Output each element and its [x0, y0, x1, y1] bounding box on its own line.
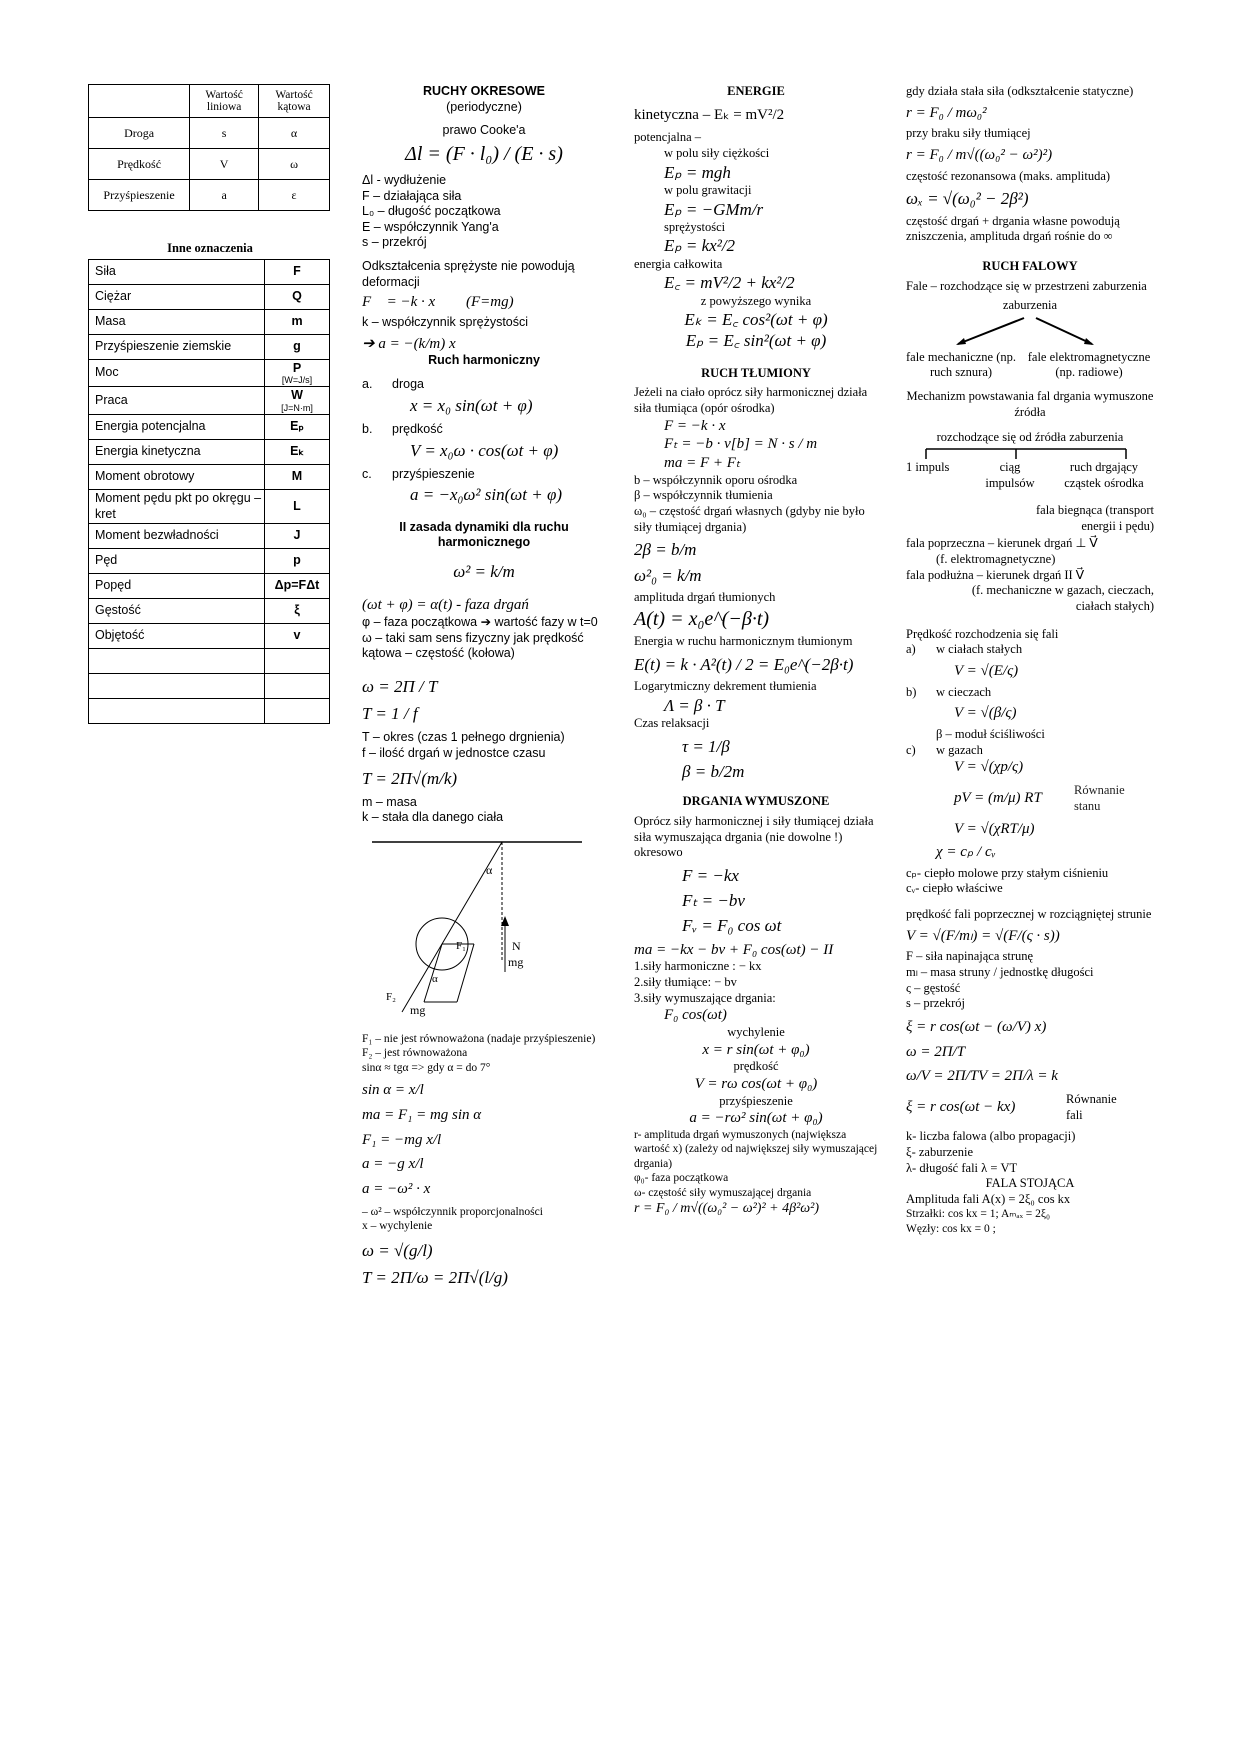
symbol-value	[265, 259, 330, 284]
string-definition: mₗ – masa struny / jednostkę długości	[906, 964, 1094, 979]
pendulum-equation: a = −g x/l	[362, 1156, 424, 1173]
symbol-name	[89, 649, 265, 674]
log-decrement-eq: Λ = β · T	[664, 695, 725, 715]
table-row	[89, 334, 330, 359]
wave-tree-arrows	[906, 314, 1154, 350]
symbol-name: Moment bezwładności	[89, 524, 265, 549]
column-periodic-motion	[362, 84, 606, 1294]
gas-eq-2: V = √(χRT/μ)	[954, 821, 1035, 838]
displacement-eq: x = r sin(ωt + φ₀)	[702, 1041, 810, 1058]
symbol-name: Energia kinetyczna	[89, 439, 265, 464]
table-row	[89, 284, 330, 309]
heat-definition: cₚ- ciepło molowe przy stałym ciśnieniu	[906, 865, 1109, 880]
total-energy-equation: E꜀ = mV²/2 + kx²/2	[664, 273, 795, 293]
damped-friction-eq: Fₜ = −b · v[b] = N · s / m	[664, 436, 818, 453]
item-name: droga	[392, 377, 424, 391]
column-energies	[634, 84, 878, 1217]
item-name: przyśpieszenie	[392, 466, 475, 481]
wave-kinds	[906, 460, 1154, 491]
table-row	[89, 574, 330, 599]
wave-intro: Fale – rozchodzące się w przestrzeni zaburzenia	[906, 278, 1147, 293]
standing-wave-title: FALA STOJĄCA	[985, 1176, 1075, 1191]
em-waves: fale elektromagnetyczne (np. radiowe)	[1027, 349, 1151, 380]
velocity-eq: V = rω cos(ωt + φ₀)	[694, 1075, 818, 1092]
spring-label: sprężystości	[664, 219, 726, 234]
pendulum-note: sinα ≈ tgα => gdy α = do 7°	[362, 1061, 491, 1074]
wave-title: RUCH FALOWY	[982, 258, 1078, 273]
symbol: v	[293, 628, 301, 643]
gravity-equation: Eₚ = mgh	[664, 162, 731, 182]
arrow-right	[1036, 318, 1092, 344]
symbol-name	[89, 674, 265, 699]
symbol-value	[265, 464, 330, 489]
amplitude-definition: ω- częstość siły wymuszającej drgania	[634, 1186, 812, 1199]
kinds-bracket	[906, 446, 1154, 460]
wave-eq-row	[906, 1092, 1154, 1123]
period-definition: f – ilość drgań w jednostce czasu	[362, 745, 546, 760]
phase-definition: φ – faza początkowa ➔ wartość fazy w t=0	[362, 614, 598, 629]
symbol-value	[265, 284, 330, 309]
beta-eq: β = b/2m	[682, 762, 745, 781]
wavelength-eq: λ- długość fali λ = VT	[906, 1160, 1018, 1175]
string-speed-eq: V = √(F/mₗ) = √(F/(ς · s))	[906, 927, 1060, 944]
symbols-table	[88, 259, 330, 725]
symbol-name: Siła	[89, 259, 265, 284]
symbol: J	[293, 528, 301, 543]
kind-impulse: 1 impuls	[906, 459, 950, 474]
forced-title: DRGANIA WYMUSZONE	[682, 794, 830, 809]
symbol: W	[291, 388, 303, 403]
speed-item	[906, 685, 1154, 701]
pendulum-diagram	[362, 832, 592, 1032]
definition: s – przekrój	[362, 235, 427, 250]
damped-title: RUCH TŁUMIONY	[701, 365, 811, 380]
kinetic-energy: kinetyczna – Eₖ = mV²/2	[634, 106, 785, 123]
header-blank	[89, 85, 190, 118]
amplitude-label: amplituda drgań tłumionych	[634, 589, 776, 604]
pendulum-definition: – ω² – współczynnik proporcjonalności	[362, 1205, 543, 1218]
displacement-label: wychylenie	[727, 1024, 785, 1039]
antinodes: Strzałki: cos kx = 1; Aₘₐₓ = 2ξ₀	[906, 1208, 1051, 1221]
mass-definition: m – masa	[362, 794, 417, 809]
symbol-value	[265, 359, 330, 387]
resonance-eq: ωₓ = √(ω₀² − 2β²)	[906, 189, 1029, 209]
symbol: Δp=FΔt	[274, 578, 320, 593]
symbol: Q	[292, 288, 302, 303]
wave-eq: ξ = r cos(ωt − (ω/V) x)	[906, 1018, 1047, 1035]
elastic-note: Odkształcenia sprężyste nie powodują deformacji	[362, 259, 575, 289]
table-row	[89, 524, 330, 549]
forced-equation: Fₜ = −bv	[682, 891, 745, 910]
table-row	[89, 359, 330, 387]
wave-definition: ξ- zaburzenie	[906, 1144, 973, 1159]
phase-equation: (ωt + φ) = α(t) - faza drgań	[362, 597, 529, 614]
symbol: Eₖ	[290, 444, 304, 459]
force-item: 2.siły tłumiące: − bv	[634, 974, 737, 989]
symbol-value	[265, 574, 330, 599]
definition: E – współczynnik Yang'a	[362, 219, 499, 234]
damped-intro: Jeżeli na ciało oprócz siły harmonicznej działa siła tłumiąca (opór ośrodka)	[634, 385, 868, 415]
amplitude-definition: r- amplituda drgań wymuszonych (największa wartość x) (zależy od największej siły wymuszającej drgania)	[634, 1129, 878, 1170]
table-row	[89, 259, 330, 284]
symbol-value	[265, 699, 330, 724]
symbol-value	[265, 549, 330, 574]
running-wave: fala biegnąca (transport energii i pędu)	[1036, 503, 1154, 533]
force-item: 3.siły wymuszające drgania:	[634, 990, 776, 1005]
speed-items	[906, 642, 1154, 723]
string-definition: ς – gęstość	[906, 980, 961, 995]
symbols-table-title: Inne oznaczenia	[167, 241, 253, 255]
symbol: p	[293, 553, 301, 568]
quantities-table	[88, 84, 330, 211]
wave-definition: k- liczba falowa (albo propagacji)	[906, 1129, 1076, 1144]
table-row: Prędkość V ω	[89, 149, 330, 180]
string-definition: F – siła napinająca strunę	[906, 949, 1034, 964]
heat-definitions	[906, 866, 1154, 897]
definition: F – działająca siła	[362, 188, 462, 203]
wave-definitions	[906, 1129, 1154, 1160]
header-angular: Wartość kątowa	[259, 85, 330, 118]
speed-item	[906, 642, 1154, 658]
table-row	[89, 699, 330, 724]
pendulum-equation: ma = F₁ = mg sin α	[362, 1106, 482, 1123]
table-row	[89, 309, 330, 334]
table-row	[89, 649, 330, 674]
n-label: N	[512, 939, 521, 953]
wave-number-eq: ω/V = 2Π/TV = 2Π/λ = k	[906, 1068, 1058, 1085]
hooke-title: prawo Cooke'a	[442, 123, 526, 138]
spreading-label: rozchodzące się od źródła zaburzenia	[936, 430, 1124, 445]
state-label: Równanie stanu	[1074, 782, 1125, 813]
pendulum-equations	[362, 1081, 606, 1199]
damped-newton-eq: ma = F + Fₜ	[664, 455, 741, 471]
column-tables	[88, 84, 332, 724]
arrow-right-head	[1084, 338, 1094, 345]
speed-equation: V = √(β/ς)	[954, 705, 1017, 722]
damped-definition: β – współczynnik tłumienia	[634, 488, 773, 503]
symbol-name: Praca	[89, 387, 265, 415]
harmonic-items	[362, 377, 606, 506]
forced-equation: F = −kx	[682, 865, 739, 885]
damped-definition: ω₀ – częstość drgań własnych (gdyby nie było siły tłumiącej drgania)	[634, 504, 865, 534]
resonance-note: częstość drgań + drgania własne powodują zniszczenia, amplituda drgań rośnie do ∞	[906, 213, 1120, 244]
column-waves: gdy działa stała siła (odkształcenie statyczne) r = F₀ / mω₀² przy braku siły tłumiącej r = F₀ / m√((ω₀² − ω²)²) częstość rezonansowa (maks. amplituda) ωₓ = √(ω₀² − 2β²) częstość drgań + drgania własne powodują zniszczenia, amplituda drgań rośnie do ∞ RUCH FALOWY Fale – rozchodzące się w przestrzeni zaburzenia zaburzenia fale mechaniczne (np. ruch sznura) fale elektromagnetyczne (np. radiowe) Mechanizm powstawania fal drgania wymuszone źródła rozchodzące się od źródła zaburzenia 1 impuls ciąg impulsów ruch drgający cząstek ośrodka fala biegnąca (transport energii i pędu) fala poprzeczna – kierunek drgań ⊥ V⃗ (f. elektromagnetyczne) fala podłużna – kierunek drgań II V⃗ (f. mechaniczne w gazach, cieczach, ciałach stałych) Prędkość rozchodzenia się fali a) w ciałach stałych V = √(E/ς) b) w cieczach V = √(β/ς) β – moduł ściśliwości c) w gazach V = √(χp/ς) pV = (m/μ) RT Równanie stanu V = √(χRT/μ) χ = cₚ / cᵥ cₚ- ciepło molowe przy stałym ciśnieniu cᵥ- ciepło właściwe prędkość fali poprzecznej w rozciągniętej strunie V = √(F/mₗ) = √(F/(ς · s)) F – siła napinająca strunę mₗ – masa struny / jednostkę długości ς – gęstość s – przekrój ξ = r cos(ωt − (ω/V) x) ω = 2Π/T ω/V = 2Π/TV = 2Π/λ = k ξ = r cos(ωt − kx) Równanie fali k- liczba falowa (albo propagacji) ξ- zaburzenie λ- długość fali λ = VT FALA STOJĄCA Amplituda fali A(x) = 2ξ₀ cos kx Strzałki: cos kx = 1; Aₘₐₓ = 2ξ₀ Węzły: cos kx = 0 ;	[906, 84, 1154, 1235]
item-label: a.	[362, 377, 373, 391]
symbol: g	[293, 338, 301, 353]
pendulum-equation: a = −ω² · x	[362, 1181, 431, 1198]
acceleration-label: przyśpieszenie	[719, 1093, 793, 1108]
velocity-label: prędkość	[733, 1059, 779, 1074]
amplitude-eq: A(t) = x₀e^(−β·t)	[634, 608, 770, 631]
string-definitions	[906, 949, 1154, 1012]
symbol: L	[293, 498, 301, 513]
forcing-eq: F₀ cos(ωt)	[664, 1007, 727, 1024]
damped-energy-eq: E(t) = k · A²(t) / 2 = E₀e^(−2β·t)	[634, 655, 854, 674]
table-row	[89, 439, 330, 464]
symbol-name: Masa	[89, 309, 265, 334]
pendulum-equation: sin α = x/l	[362, 1082, 424, 1099]
pendulum-equation: F₁ = −mg x/l	[362, 1131, 442, 1148]
table-row: Przyśpieszenie a ε	[89, 180, 330, 211]
symbol-name: Ciężar	[89, 284, 265, 309]
speed-title: Prędkość rozchodzenia się fali	[906, 626, 1059, 641]
symbol-value	[265, 489, 330, 523]
table-row	[89, 599, 330, 624]
two-beta-eq: 2β = b/m	[634, 540, 697, 560]
chi-eq: χ = cₚ / cᵥ	[936, 843, 996, 860]
kinetic-cos-equation: Eₖ = E꜀ cos²(ωt + φ)	[684, 310, 828, 330]
symbol-value	[265, 414, 330, 439]
speed-item-name: w ciałach stałych	[936, 642, 1023, 657]
period-definition: T – okres (czas 1 pełnego drgnienia)	[362, 730, 565, 745]
pendulum-notes	[362, 1032, 606, 1075]
wave-eq-2: ξ = r cos(ωt − kx)	[906, 1099, 1016, 1116]
speed-item-label: b)	[906, 684, 917, 699]
symbol-unit: [J=N·m]	[281, 402, 313, 413]
symbol-name: Pęd	[89, 549, 265, 574]
symbol-name: Objętość	[89, 624, 265, 649]
section-subtitle: (periodyczne)	[446, 99, 522, 114]
symbol-value	[265, 674, 330, 699]
item-label: c.	[362, 466, 372, 481]
gas-eq: V = √(χp/ς)	[954, 759, 1024, 776]
mechanical-waves: fale mechaniczne (np. ruch sznura)	[906, 349, 1017, 380]
nodes: Węzły: cos kx = 0 ;	[906, 1222, 996, 1235]
symbol-value	[265, 334, 330, 359]
symbol-value	[265, 649, 330, 674]
hooke-definitions	[362, 173, 606, 251]
symbol: M	[291, 469, 303, 484]
alpha-top-label: α	[486, 863, 493, 877]
mass-definition: k – stała dla danego ciała	[362, 810, 504, 825]
transverse-wave: fala poprzeczna – kierunek drgań ⊥ V⃗	[906, 536, 1098, 551]
pendulum-period-equation: T = 2Π/ω = 2Π√(l/g)	[362, 1267, 508, 1287]
result-label: z powyższego wynika	[700, 293, 812, 308]
damped-definitions	[634, 473, 878, 536]
no-damping-eq: r = F₀ / m√((ω₀² − ω²)²)	[906, 147, 1053, 163]
symbol: m	[291, 313, 303, 328]
wave-types	[906, 350, 1154, 381]
pendulum-definitions	[362, 1205, 606, 1234]
gravity-field-label: w polu siły ciężkości	[664, 146, 770, 160]
beta-definition: β – moduł ściśliwości	[936, 726, 1045, 741]
f1-label: F₁	[456, 940, 466, 952]
item-equation: a = −x₀ω² sin(ωt + φ)	[410, 485, 563, 505]
forced-equation: Fᵥ = F₀ cos ωt	[682, 916, 782, 936]
heat-definition: cᵥ- ciepło właściwe	[906, 881, 1003, 896]
symbol-name: Moment obrotowy	[89, 464, 265, 489]
forced-force-equations	[634, 865, 878, 937]
static-label: gdy działa stała siła (odkształcenie statyczne)	[906, 84, 1134, 98]
hooke-equation: Δl = (F · l₀) / (E · s)	[405, 142, 563, 165]
spring-equation: Eₚ = kx²/2	[664, 236, 736, 256]
table-row	[89, 674, 330, 699]
speed-item-name: w cieczach	[936, 684, 992, 699]
damped-force-eq: F = −k · x	[664, 417, 726, 434]
longitudinal-wave: fala podłużna – kierunek drgań II V⃗	[906, 567, 1085, 582]
period-definitions	[362, 730, 606, 761]
acceleration-eq: a = −rω² sin(ωt + φ₀)	[689, 1110, 823, 1127]
gas-label: w gazach	[936, 742, 983, 757]
symbol: Eₚ	[290, 419, 304, 434]
forced-newton-eq: ma = −kx − bv + F₀ cos(ωt) − II	[634, 941, 834, 958]
speed-item-label: a)	[906, 642, 916, 657]
arrow-left-head	[956, 338, 966, 345]
omega-equation: ω = 2Π / T	[362, 676, 438, 696]
total-energy-label: energia całkowita	[634, 256, 723, 271]
pendulum-definition: x – wychylenie	[362, 1220, 433, 1233]
mechanism-label: Mechanizm powstawania fal drgania wymuszone źródła	[906, 389, 1154, 419]
standing-wave-eq: Amplituda fali A(x) = 2ξ₀ cos kx	[906, 1191, 1071, 1206]
table-row	[89, 489, 330, 523]
relaxation-eq: τ = 1/β	[682, 736, 730, 756]
table-row	[89, 464, 330, 489]
resonance-label: częstość rezonansowa (maks. amplituda)	[906, 168, 1111, 183]
kind-impulse-train: ciąg impulsów	[985, 459, 1035, 490]
mg-right-label: mg	[508, 955, 524, 969]
table-row	[89, 414, 330, 439]
omega-squared-equation: ω² = k/m	[453, 561, 515, 581]
omega-period-eq: ω = 2Π/T	[906, 1043, 966, 1060]
harmonic-item	[362, 377, 606, 393]
header-linear: Wartość liniowa	[190, 85, 259, 118]
symbol-value	[265, 309, 330, 334]
string-definition: s – przekrój	[906, 996, 966, 1011]
symbol-value	[265, 624, 330, 649]
transverse-note: (f. elektromagnetyczne)	[936, 552, 1056, 566]
amplitude-definitions	[634, 1128, 878, 1200]
symbol-name: Moc	[89, 359, 265, 387]
alpha-low-label: α	[432, 973, 438, 985]
item-name: prędkość	[392, 421, 443, 436]
forced-amplitude-eq: r = F₀ / m√((ω₀² − ω²)² + 4β²ω²)	[634, 1200, 820, 1216]
potential-label: potencjalna –	[634, 130, 701, 145]
symbol-value	[265, 599, 330, 624]
phase-definition: ω – taki sam sens fizyczny jak prędkość kątowa – częstość (kołowa)	[362, 630, 584, 661]
phase-definitions	[362, 615, 606, 662]
dynamics-title: II zasada dynamiki dla ruchu harmonicznego	[399, 519, 569, 550]
symbol: ξ	[294, 603, 300, 618]
potential-sin-equation: Eₚ = E꜀ sin²(ωt + φ)	[685, 331, 827, 351]
symbol: P	[292, 360, 302, 375]
symbol-value	[265, 439, 330, 464]
forced-intro: Oprócz siły harmonicznej i siły tłumiącej działa siła wymuszająca drgania (nie dowolne !) okresowo	[634, 813, 874, 860]
omega-zero-eq: ω²₀ = k/m	[634, 565, 702, 585]
relaxation-label: Czas relaksacji	[634, 716, 710, 731]
f2-label: F₂	[386, 991, 396, 1003]
arrow-left	[958, 318, 1024, 344]
pendulum-note: F₂ – jest równoważona	[362, 1047, 468, 1060]
table-row	[89, 624, 330, 649]
definition: L₀ – długość początkowa	[362, 204, 501, 219]
item-equation: V = x₀ω · cos(ωt + φ)	[410, 440, 559, 460]
table-row: Droga s α	[89, 118, 330, 149]
harmonic-item	[362, 422, 606, 438]
force-equation: F⃗ = −k · x⃗ ➔ (F=mg)	[362, 294, 514, 311]
symbol-name: Energia potencjalna	[89, 414, 265, 439]
period-spring-equation: T = 2Π√(m/k)	[362, 768, 458, 788]
state-eq: pV = (m/μ) RT	[954, 790, 1042, 807]
wave-eq-label: Równanie fali	[1066, 1092, 1117, 1122]
symbol-name: Popęd	[89, 574, 265, 599]
force-item: 1.siły harmoniczne : − kx	[634, 959, 762, 974]
static-eq: r = F₀ / mω₀²	[906, 104, 987, 121]
log-decrement-label: Logarytmiczny dekrement tłumienia	[634, 679, 817, 694]
symbol-name: Moment pędu pkt po okręgu – kret	[89, 489, 265, 523]
item-label: b.	[362, 421, 373, 436]
pendulum-note: F₁ – nie jest równoważona (nadaje przyśpieszenie)	[362, 1033, 596, 1045]
state-row	[906, 783, 1154, 814]
harmonic-item	[362, 467, 606, 483]
section-title: RUCHY OKRESOWE	[422, 84, 545, 98]
acceleration-equation: ➔ a = −(k/m) x	[362, 335, 456, 352]
energies-title: ENERGIE	[727, 84, 785, 98]
forced-force-list	[634, 959, 878, 1006]
symbol-value	[265, 524, 330, 549]
definition: Δl - wydłużenie	[362, 172, 447, 187]
symbol-value	[265, 387, 330, 415]
string-speed-label: prędkość fali poprzecznej w rozciągniętej strunie	[906, 906, 1152, 921]
symbol: F	[293, 263, 301, 278]
longitudinal-note: (f. mechaniczne w gazach, cieczach, ciałach stałych)	[971, 583, 1154, 613]
table-row	[89, 549, 330, 574]
no-damping-label: przy braku siły tłumiącej	[906, 126, 1031, 141]
gravitation-label: w polu grawitacji	[664, 182, 752, 197]
symbol-name: Gęstość	[89, 599, 265, 624]
speed-equation: V = √(E/ς)	[954, 662, 1019, 679]
parallelogram-line	[457, 944, 474, 1002]
table-row	[89, 387, 330, 415]
mg-low-label: mg	[410, 1003, 426, 1017]
tree-root: zaburzenia	[1002, 298, 1058, 313]
period-equation: T = 1 / f	[362, 704, 418, 723]
symbol-name	[89, 699, 265, 724]
damped-definition: b – współczynnik oporu ośrodka	[634, 472, 798, 487]
k-definition: k – współczynnik sprężystości	[362, 315, 529, 329]
gravitation-equation: Eₚ = −GMm/r	[664, 199, 764, 219]
kind-oscillating: ruch drgający cząstek ośrodka	[1064, 459, 1144, 490]
mass-definitions	[362, 795, 606, 826]
item-equation: x = x₀ sin(ωt + φ)	[410, 395, 533, 415]
harmonic-title: Ruch harmoniczny	[428, 353, 540, 368]
pendulum-omega-equation: ω = √(g/l)	[362, 1240, 433, 1260]
symbol-name: Przyśpieszenie ziemskie	[89, 334, 265, 359]
symbol-unit: [W=J/s]	[281, 375, 313, 386]
damped-energy-label: Energia w ruchu harmonicznym tłumionym	[634, 634, 853, 649]
amplitude-definition: φ₀- faza początkowa	[634, 1172, 729, 1185]
